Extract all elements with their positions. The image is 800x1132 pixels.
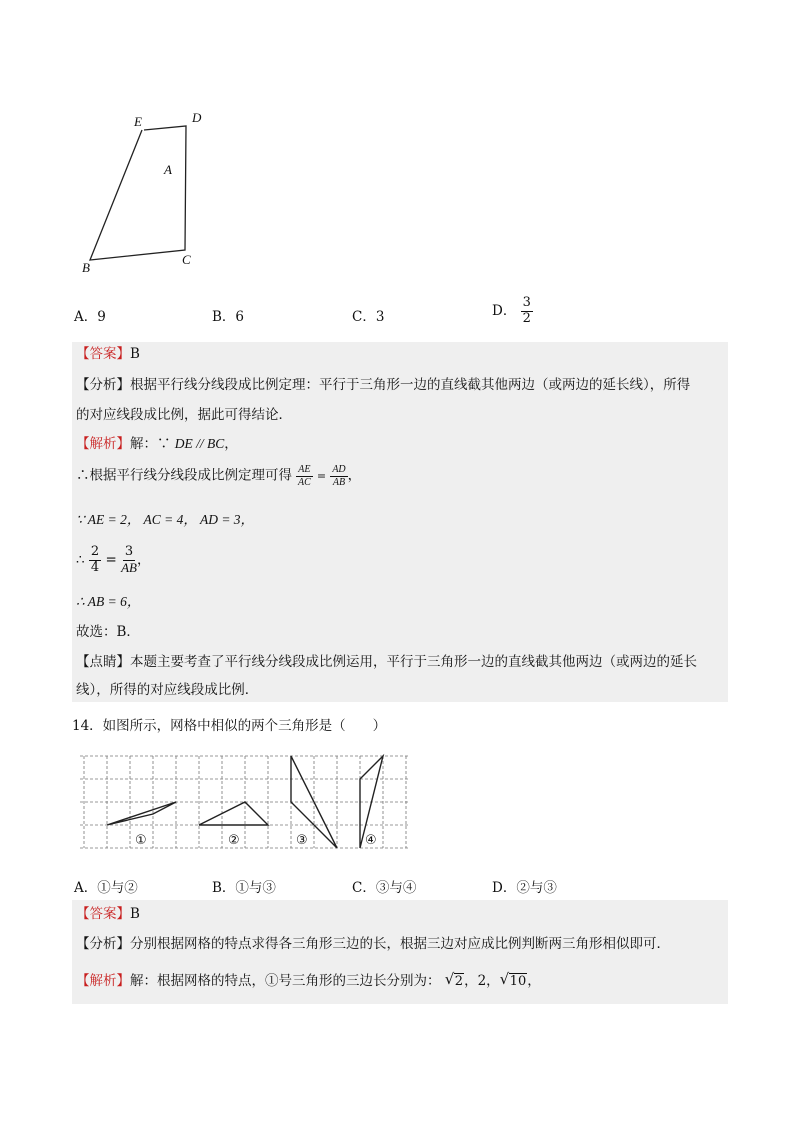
label-A: A <box>164 162 172 177</box>
solution-14-suffix: ， <box>527 973 541 989</box>
q14-option-b: B．①与③ <box>212 880 276 896</box>
fraction-3-ab-numerator: 3 <box>124 544 134 559</box>
triangle-2 <box>199 802 268 825</box>
solution-4-suffix: ， <box>136 551 151 568</box>
q14-option-c: C．③与④ <box>352 880 417 896</box>
q14-option-a: A．①与② <box>74 880 138 896</box>
solution-14-line <box>76 971 541 992</box>
triangle-1 <box>107 802 176 825</box>
sqrt-10 <box>500 972 528 992</box>
solution-14-tag: 【解析】 <box>76 973 130 989</box>
answer-value: B <box>130 346 140 362</box>
sqrt-2-radicand: 2 <box>454 974 464 989</box>
triangle-1-label: ① <box>135 833 147 848</box>
solution-2-suffix: ， <box>347 467 362 484</box>
radical-icon: √ <box>499 970 510 988</box>
triangle-2-label: ② <box>228 833 240 848</box>
option-c: C．3 <box>352 309 385 325</box>
option-d <box>492 296 533 327</box>
sqrt-10-radicand: 10 <box>509 974 527 989</box>
solution-tag: 【解析】 <box>76 436 130 452</box>
answer-14-tag: 【答案】 <box>76 906 130 922</box>
solution-line-6: 故选：B． <box>76 624 140 640</box>
label-B: B <box>82 260 90 275</box>
fraction-ad-ab <box>330 464 347 488</box>
figure-segments <box>90 126 186 260</box>
label-C: C <box>182 252 191 267</box>
question-14-stem: 14．如图所示，网格中相似的两个三角形是（ ） <box>72 718 387 734</box>
answer-14-line <box>76 904 140 924</box>
fraction-2-4 <box>89 545 101 576</box>
label-E: E <box>134 114 142 129</box>
triangle-figure <box>70 100 230 280</box>
comment-line-1 <box>76 652 697 672</box>
option-d-fraction <box>521 296 533 327</box>
solution-4-equals: = <box>105 551 117 568</box>
fraction-2-4-numerator: 2 <box>90 544 100 559</box>
solution-14-prefix: 解：根据网格的特点，①号三角形的三边长分别为： <box>130 973 441 989</box>
fraction-ad-ab-numerator: AD <box>332 464 346 475</box>
option-b: B．6 <box>212 309 245 325</box>
solution-4-prefix: ∴ <box>76 551 85 568</box>
radical-icon: √ <box>444 970 455 988</box>
fraction-2-4-denominator: 4 <box>90 559 100 575</box>
q14-option-d: D．②与③ <box>492 880 557 896</box>
solution-1-suffix: ， <box>224 436 238 452</box>
fraction-ae-ac-denominator: AC <box>298 476 311 488</box>
sqrt-2 <box>445 972 464 992</box>
fraction-ad-ab-denominator: AB <box>332 476 346 488</box>
solution-2-equals: = <box>316 469 327 483</box>
analysis-line-1 <box>76 375 690 395</box>
solution-14-mid: ，2， <box>464 973 500 989</box>
comment-line-2: 线），所得的对应线段成比例． <box>76 682 259 698</box>
grid-figure <box>80 752 410 852</box>
solution-line-4 <box>76 545 150 576</box>
solution-line-1 <box>76 434 238 454</box>
analysis-text-1: 根据平行线分线段成比例定理：平行于三角形一边的直线截其他两边（或两边的延长线），所得 <box>130 377 691 393</box>
comment-tag: 【点睛】 <box>76 654 130 670</box>
solution-line-5: ∴ AB = 6， <box>76 594 141 609</box>
answer-panel-13 <box>72 342 728 702</box>
analysis-line-2: 的对应线段成比例，据此可得结论． <box>76 407 292 423</box>
analysis-14-tag: 【分析】 <box>76 936 130 952</box>
option-a: A．9 <box>74 309 106 325</box>
analysis-14-text: 分别根据网格的特点求得各三角形三边的长，根据三边对应成比例判断两三角形相似即可． <box>130 936 670 952</box>
solution-2-prefix: ∴根据平行线分线段成比例定理可得 <box>76 467 292 484</box>
analysis-14-line <box>76 934 670 954</box>
answer-14-value: B <box>130 906 140 922</box>
solution-line-2 <box>76 464 361 488</box>
fraction-ae-ac-numerator: AE <box>298 464 311 475</box>
fraction-3-ab-denominator: AB <box>121 559 137 575</box>
fraction-3-ab <box>121 545 137 576</box>
option-d-numerator: 3 <box>522 295 531 310</box>
triangle-4-label: ④ <box>365 833 377 848</box>
answer-panel-14 <box>72 900 728 1004</box>
solution-1-math: DE // BC <box>174 436 225 451</box>
analysis-tag: 【分析】 <box>76 377 130 393</box>
triangle-3-label: ③ <box>296 833 308 848</box>
option-d-prefix: D． <box>492 302 517 319</box>
option-d-denominator: 2 <box>522 310 531 326</box>
label-D: D <box>192 110 202 125</box>
comment-text-1: 本题主要考查了平行线分线段成比例运用，平行于三角形一边的直线截其他两边（或两边的延长 <box>130 654 697 670</box>
answer-tag: 【答案】 <box>76 346 130 362</box>
solution-line-3: ∵ AE = 2， AC = 4， AD = 3， <box>76 512 255 527</box>
answer-line <box>76 344 140 364</box>
solution-1-prefix: 解：∵ <box>130 436 171 452</box>
fraction-ae-ac <box>296 464 312 488</box>
